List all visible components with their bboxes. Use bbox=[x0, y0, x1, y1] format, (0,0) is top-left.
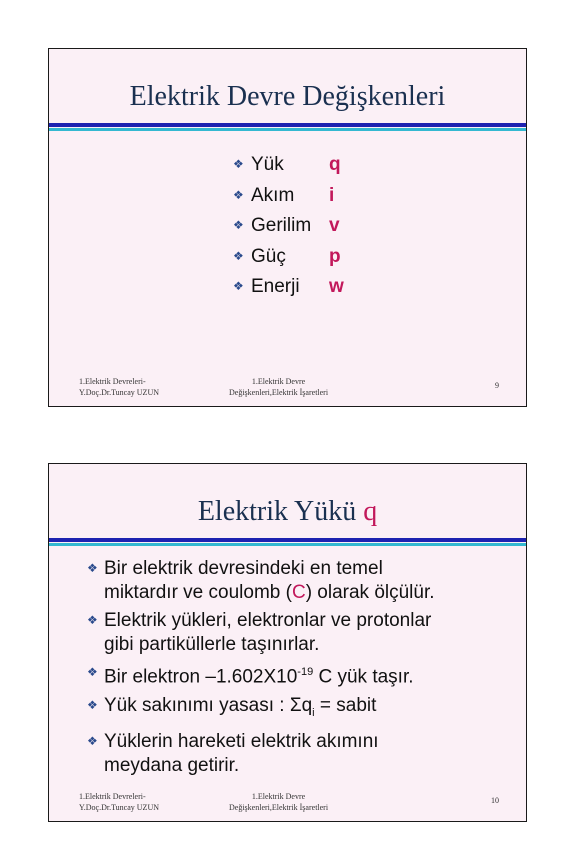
page-number: 10 bbox=[491, 796, 499, 805]
diamond-bullet-icon: ❖ bbox=[87, 561, 98, 575]
slide-10 bbox=[48, 463, 527, 822]
footer-author: 1.Elektrik Devreleri- Y.Doç.Dr.Tuncay UZUN bbox=[79, 377, 159, 397]
list-item bbox=[233, 271, 344, 302]
diamond-bullet-icon: ❖ bbox=[87, 697, 98, 712]
variable-name: Yük bbox=[251, 154, 284, 175]
charge-facts-list bbox=[87, 557, 517, 782]
variable-name: Güç bbox=[251, 245, 286, 267]
footer-chapter: 1.Elektrik Devre Değişkenleri,Elektrik İşaretleri bbox=[229, 792, 329, 812]
variable-name: Akım bbox=[251, 184, 295, 206]
slide-title: Elektrik Devre Değişkenleri bbox=[129, 81, 446, 112]
title-divider bbox=[49, 538, 526, 546]
variable-symbol: v bbox=[329, 215, 340, 236]
list-item: ❖ Yük sakınımı yasası : $\Sigma q_i$ = sabit bbox=[87, 694, 377, 719]
diamond-bullet-icon: ❖ bbox=[233, 248, 244, 263]
list-item bbox=[233, 210, 344, 241]
page-number: 9 bbox=[495, 381, 499, 390]
title-divider bbox=[49, 123, 526, 131]
diamond-bullet-icon: ❖ bbox=[233, 157, 244, 171]
list-item bbox=[233, 241, 344, 272]
slide-title-symbol: q bbox=[363, 496, 378, 527]
list-item bbox=[233, 149, 344, 180]
variable-name: Enerji bbox=[251, 276, 300, 297]
diamond-bullet-icon: ❖ bbox=[233, 187, 244, 202]
variable-name: Gerilim bbox=[251, 215, 312, 236]
unit-symbol: C bbox=[291, 581, 306, 603]
list-item: ❖ Bir elektron $-1.602X10^{-19}$ C yük taşır. bbox=[87, 661, 517, 689]
variable-symbol: p bbox=[329, 245, 341, 267]
list-item: ❖ Elektrik yükleri, elektronlar ve protonlar gibi partiküllerle taşınırlar. bbox=[87, 610, 432, 655]
footer-author: 1.Elektrik Devreleri- Y.Doç.Dr.Tuncay UZUN bbox=[79, 792, 159, 812]
variable-list bbox=[233, 149, 344, 302]
slide-9 bbox=[48, 48, 527, 407]
list-item: ❖ Bir elektrik devresindeki en temel miktardır ve coulomb (C) olarak ölçülür. bbox=[87, 558, 435, 603]
footer-chapter: 1.Elektrik Devre Değişkenleri,Elektrik İşaretleri bbox=[229, 377, 329, 397]
list-item: ❖ Yüklerin hareketi elektrik akımını meydana getirir. bbox=[87, 731, 379, 776]
slide-title-text: Elektrik Yükü bbox=[197, 496, 357, 527]
variable-symbol: w bbox=[329, 276, 344, 297]
diamond-bullet-icon: ❖ bbox=[233, 218, 244, 232]
slide-title bbox=[49, 496, 526, 528]
variable-symbol: q bbox=[329, 154, 341, 175]
list-item bbox=[233, 180, 344, 211]
diamond-bullet-icon: ❖ bbox=[87, 613, 98, 627]
diamond-bullet-icon: ❖ bbox=[87, 665, 98, 679]
diamond-bullet-icon: ❖ bbox=[233, 279, 244, 293]
diamond-bullet-icon: ❖ bbox=[87, 734, 98, 749]
variable-symbol: i bbox=[329, 184, 335, 206]
